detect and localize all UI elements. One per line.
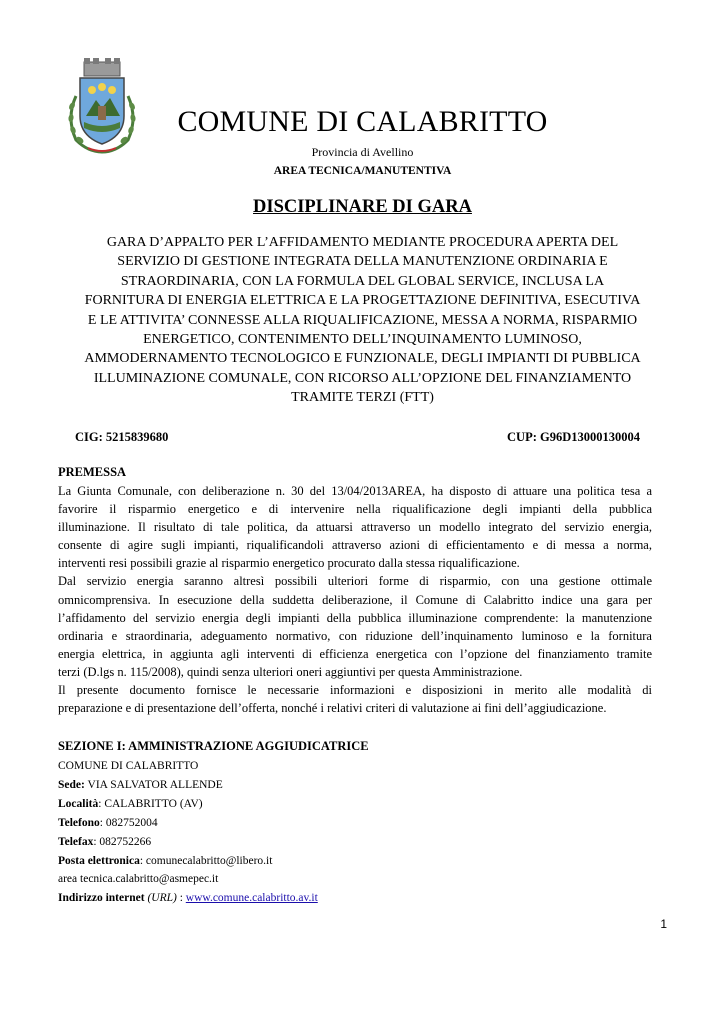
coat-of-arms-logo xyxy=(62,56,142,156)
premessa-line: preparazione e di presentazione dell’offerta, nonché i relativi criteri di valutazione ai fini dell’aggiudicazione. xyxy=(58,701,607,716)
telefono-label: Telefono xyxy=(58,816,100,829)
website-separator: : xyxy=(176,892,186,905)
entity-name: COMUNE DI CALABRITTO xyxy=(58,760,199,772)
website-row xyxy=(58,889,318,908)
subject-line: STRAORDINARIA, CON LA FORMULA DEL GLOBAL SERVICE, INCLUSA LA xyxy=(120,273,605,289)
premessa-line: La Giunta Comunale, con deliberazione n. 30 del 13/04/2013AREA, ha disposto di attuare una politica tesa a xyxy=(58,484,652,498)
premessa-line: interventi resi possibili grazie al risparmio energetico procurato dalla stessa riqualificazione. xyxy=(58,556,520,571)
premessa-line: Il presente documento fornisce le necessarie informazioni e disposizioni in merito alle modalità di xyxy=(58,683,652,698)
subject-line: E LE ATTIVITA’ CONNESSE ALLA RIQUALIFICAZIONE, MESSA A NORMA, RISPARMIO xyxy=(87,312,638,328)
telefono-value: : 082752004 xyxy=(99,816,158,829)
email-label: Posta elettronica xyxy=(58,854,140,867)
subject-line: TRAMITE TERZI (FTT) xyxy=(291,390,434,406)
cig-code: CIG: 5215839680 xyxy=(75,430,169,444)
email-row xyxy=(58,852,318,871)
premessa-line: favorire il risparmio energetico e di intervenire nella riqualificazione degli impianti della pubblica xyxy=(58,502,652,517)
premessa-line: terzi (D.lgs n. 115/2008), quindi senza ulteriori oneri aggiuntivi per questa Amministrazione. xyxy=(58,664,523,679)
localita-label: Località xyxy=(58,797,99,810)
localita-value: : CALABRITTO (AV) xyxy=(98,797,203,810)
department-subtitle: AREA TECNICA/MANUTENTIVA xyxy=(273,165,452,177)
website-label: Indirizzo internet xyxy=(58,892,145,905)
section-1-heading: SEZIONE I: AMMINISTRAZIONE AGGIUDICATRICE xyxy=(58,739,369,753)
website-url-label: (URL) xyxy=(144,892,177,905)
contracting-authority-details xyxy=(58,757,318,908)
subject-line: ILLUMINAZIONE COMUNALE, CON RICORSO ALL’OPZIONE DEL FINANZIAMENTO xyxy=(93,370,632,386)
cup-code: CUP: G96D13000130004 xyxy=(507,430,640,444)
sede-value: VIA SALVATOR ALLENDE xyxy=(84,778,223,791)
subject-line: SERVIZIO DI GESTIONE INTEGRATA DELLA MANUTENZIONE ORDINARIA E xyxy=(117,254,608,270)
tender-subject xyxy=(55,233,670,408)
page-number: 1 xyxy=(660,917,667,931)
premessa-line: ordinaria e straordinaria, adeguamento normativo, con riduzione dell’inquinamento luminoso e la fornitura xyxy=(58,628,652,643)
subject-line: FORNITURA DI ENERGIA ELETTRICA E LA PROGETTAZIONE DEFINITIVA, ESECUTIVA xyxy=(84,293,641,309)
premessa-line: l’affidamento del servizio energia degli impianti della pubblica illuminazione comprendente: la manutenzione xyxy=(58,610,652,625)
sede-row xyxy=(58,776,318,795)
premessa-line: consente di agire sugli impianti, riqualificandoli attraverso azioni di efficientamento e di messa a norma, xyxy=(58,538,652,553)
subject-line: GARA D’APPALTO PER L’AFFIDAMENTO MEDIANTE PROCEDURA APERTA DEL xyxy=(106,235,619,250)
premessa-line: energia elettrica, in aggiunta agli interventi di efficienza energetica con l’opzione del finanziamento tramite xyxy=(58,646,652,661)
website-link[interactable]: www.comune.calabritto.av.it xyxy=(185,892,318,905)
telefono-row xyxy=(58,814,318,833)
email-value: : comunecalabritto@libero.it xyxy=(139,854,273,867)
premessa-body xyxy=(58,482,652,717)
localita-row xyxy=(58,795,318,814)
municipality-title: COMUNE DI CALABRITTO xyxy=(177,105,548,138)
premessa-line: omnicomprensiva. In esecuzione della suddetta deliberazione, il Comune di Calabritto indice una gara per xyxy=(58,592,652,607)
premessa-heading: PREMESSA xyxy=(58,465,127,479)
premessa-line: illuminazione. Il risultato di tale politica, da attuarsi attraverso un modello integrato del servizio energia, xyxy=(58,520,652,535)
province-subtitle: Provincia di Avellino xyxy=(311,145,414,159)
premessa-line: Dal servizio energia saranno altresì possibili ulteriori forme di risparmio, con una gestione ottimale xyxy=(58,574,652,589)
sede-label: Sede: xyxy=(58,778,85,791)
document-title: DISCIPLINARE DI GARA xyxy=(253,197,472,217)
subject-line: ENERGETICO, CONTENIMENTO DELL’INQUINAMENTO LUMINOSO, xyxy=(143,332,582,348)
subject-line: AMMODERNAMENTO TECNOLOGICO E FUNZIONALE, DEGLI IMPIANTI DI PUBBLICA xyxy=(84,351,641,367)
pec-row: area tecnica.calabritto@asmepec.it xyxy=(58,873,219,886)
telefax-label: Telefax xyxy=(58,835,94,848)
telefax-row xyxy=(58,833,318,852)
telefax-value: : 082752266 xyxy=(93,835,152,848)
